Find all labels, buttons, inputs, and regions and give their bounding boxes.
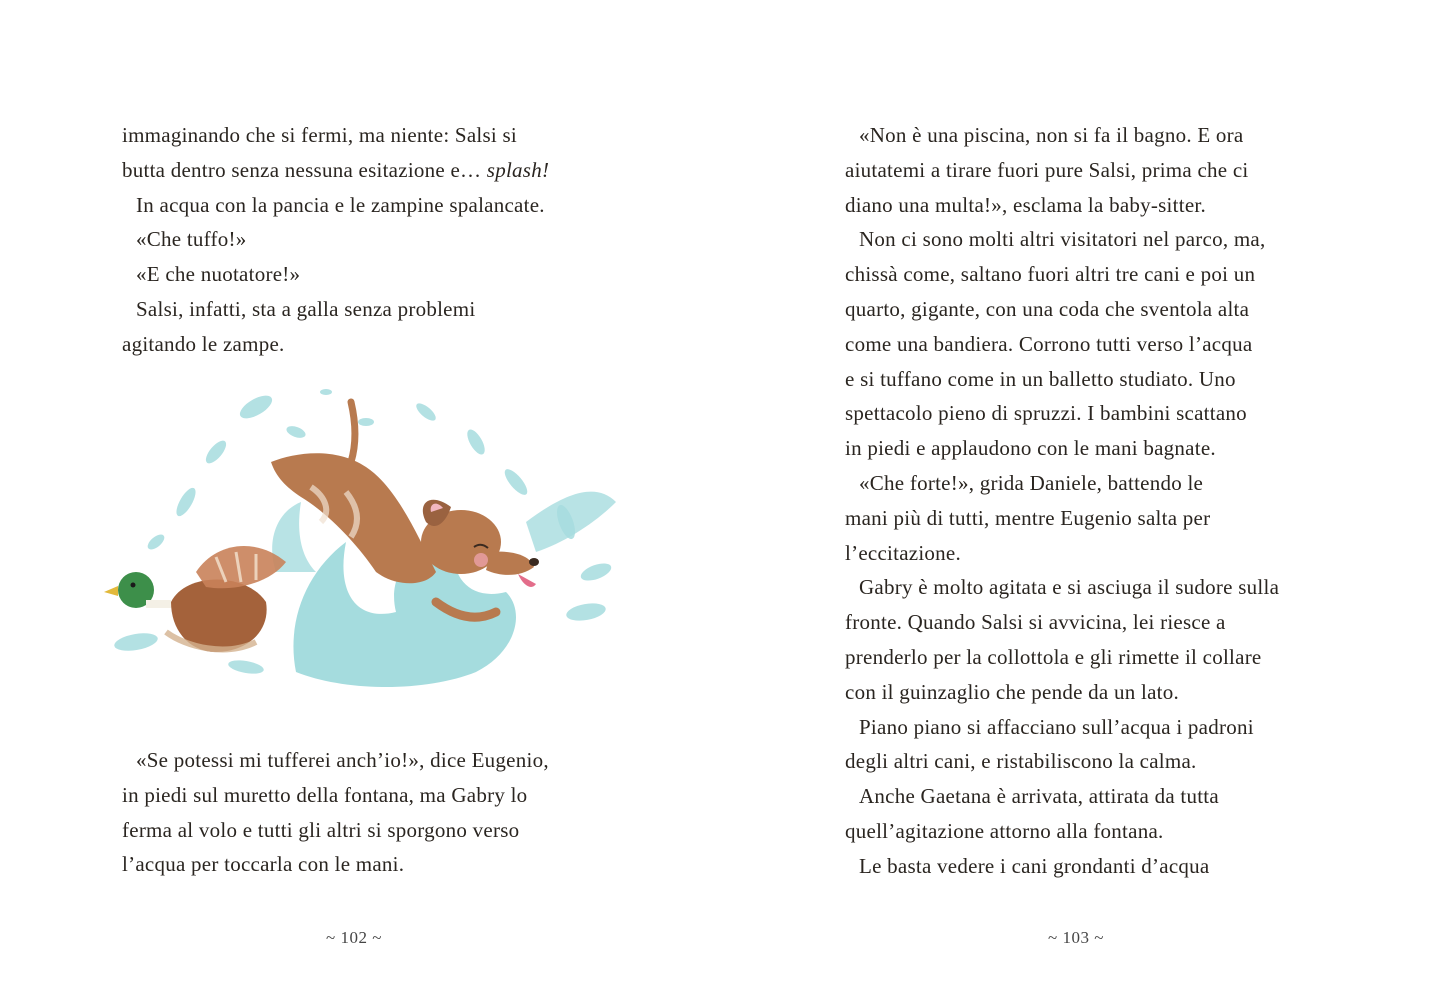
text-line: «Che tuffo!» — [136, 227, 247, 252]
text-line: fronte. Quando Salsi si avvicina, lei riesce a — [845, 610, 1226, 635]
text-line: l’eccitazione. — [845, 540, 962, 565]
text-line: «Non è una piscina, non si fa il bagno. E ora — [859, 123, 1244, 147]
text-line: prenderlo per la collottola e gli rimette il collare — [845, 644, 1262, 669]
emphasis-splash: splash! — [486, 157, 550, 182]
text-line: l’acqua per toccarla con le mani. — [122, 852, 405, 877]
text-line: Non ci sono molti altri visitatori nel parco, ma, — [859, 227, 1266, 252]
text-line: e si tuffano come in un balletto studiato. Uno — [845, 366, 1236, 391]
text-line: aiutatemi a tirare fuori pure Salsi, prima che ci — [845, 157, 1249, 182]
right-page — [722, 0, 1445, 1007]
text-line: in piedi sul muretto della fontana, ma Gabry lo — [122, 782, 528, 807]
text-line: Piano piano si affacciano sull’acqua i padroni — [859, 714, 1254, 739]
text-line — [122, 153, 549, 188]
left-page — [0, 0, 722, 1007]
left-text-block-bottom — [122, 743, 549, 882]
text-line: Anche Gaetana è arrivata, attirata da tutta — [859, 784, 1219, 809]
text-line: chissà come, saltano fuori altri tre cani e poi un — [845, 262, 1256, 287]
text-line: «E che nuotatore!» — [136, 262, 301, 287]
text-line: Gabry è molto agitata e si asciuga il sudore sulla — [859, 575, 1280, 600]
text-line: Salsi, infatti, sta a galla senza problemi — [136, 296, 476, 321]
text-line: immaginando che si fermi, ma niente: Salsi si — [122, 123, 518, 147]
text-line: con il guinzaglio che pende da un lato. — [845, 679, 1179, 704]
dog-duck-illustration — [96, 372, 636, 712]
text-line: Le basta vedere i cani grondanti d’acqua — [859, 853, 1210, 878]
text-line: diano una multa!», esclama la baby-sitter. — [845, 192, 1206, 217]
text-line: «Che forte!», grida Daniele, battendo le — [859, 470, 1204, 495]
text-line: come una bandiera. Corrono tutti verso l’acqua — [845, 331, 1253, 356]
text-line: degli altri cani, e ristabiliscono la calma. — [845, 749, 1197, 774]
text-line: mani più di tutti, mentre Eugenio salta per — [845, 505, 1211, 530]
page-number: ~ 103 ~ — [1048, 928, 1104, 947]
left-text-block-top — [122, 118, 549, 362]
text-line: quell’agitazione attorno alla fontana. — [845, 818, 1164, 843]
text-line: ferma al volo e tutti gli altri si sporgono verso — [122, 817, 520, 842]
text-span: butta dentro senza nessuna esitazione e… — [122, 157, 482, 182]
text-line: spettacolo pieno di spruzzi. I bambini scattano — [845, 401, 1247, 426]
text-line: In acqua con la pancia e le zampine spalancate. — [136, 192, 545, 217]
text-line: «Se potessi mi tufferei anch’io!», dice Eugenio, — [136, 748, 549, 772]
text-line: quarto, gigante, con una coda che sventola alta — [845, 296, 1250, 321]
text-line: agitando le zampe. — [122, 331, 285, 356]
text-line: in piedi e applaudono con le mani bagnate. — [845, 436, 1216, 461]
right-text-block — [845, 118, 1279, 884]
page-number: ~ 102 ~ — [326, 928, 382, 947]
